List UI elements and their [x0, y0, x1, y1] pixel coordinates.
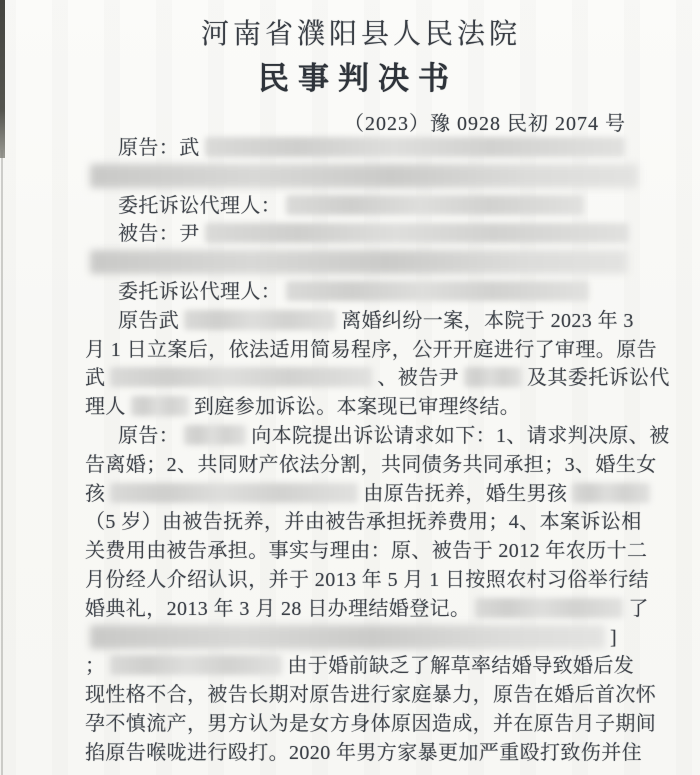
text-segment: 理人 — [85, 396, 126, 419]
text-segment: 掐原告喉咙进行殴打。2020 年男方家暴更加严重殴打致伤并住 — [85, 741, 642, 764]
text-segment: （5 岁）由被告抚养，并由被告承担抚养费用；4、本案诉讼相 — [85, 511, 642, 534]
text-segment: 委托诉讼代理人： — [118, 280, 282, 303]
document-line — [85, 739, 650, 768]
text-segment: 孕不慎流产，男方认为是女方身体原因造成，并在原告月子期间 — [85, 712, 657, 735]
text-segment: 到庭参加诉讼。本案现已审理终结。 — [193, 396, 521, 419]
document-line — [85, 537, 650, 566]
redaction-box — [90, 625, 605, 649]
document-line — [85, 249, 650, 278]
redaction-box — [131, 396, 189, 416]
document-line — [85, 278, 650, 307]
redaction-box — [464, 367, 522, 387]
text-segment: 现性格不合，被告长期对原告进行家庭暴力，原告在婚后首次怀 — [85, 684, 657, 707]
redaction-box — [110, 367, 372, 387]
text-segment: 离婚纠纷一案，本院于 2023 年 3 — [341, 309, 634, 332]
document-line — [85, 652, 650, 681]
case-number: （2023）豫 0928 民初 2074 号 — [344, 113, 626, 135]
document-line — [85, 192, 650, 221]
redaction-box — [205, 137, 625, 157]
text-segment: 告离婚；2、共同财产依法分割，共同债务共同承担；3、婚生女 — [85, 453, 657, 476]
court-name: 河南省濮阳县人民法院 — [200, 19, 521, 50]
document-line — [85, 134, 650, 163]
text-segment: 月 1 日立案后，依法适用简易程序，公开开庭进行了审理。原告 — [85, 338, 657, 361]
text-segment: 武 — [85, 367, 106, 390]
text-segment: 关费用由被告承担。事实与理由：原、被告于 2012 年农历十二 — [85, 540, 648, 563]
document-line — [85, 451, 657, 480]
redaction-box — [110, 483, 358, 503]
document-line — [85, 422, 670, 451]
redaction-box — [184, 425, 246, 445]
redaction-box — [286, 281, 589, 301]
document-line — [85, 624, 650, 653]
document-line — [85, 336, 657, 365]
text-segment: 孩 — [85, 482, 106, 505]
document-line — [85, 681, 657, 710]
text-segment: 被告：尹 — [118, 223, 200, 246]
text-segment: 原告：武 — [118, 137, 200, 159]
redaction-box — [184, 310, 336, 330]
redaction-box — [286, 195, 584, 215]
redaction-box — [205, 223, 629, 243]
text-segment: 向本院提出诉讼请求如下：1、请求判决原、被 — [251, 424, 670, 447]
redaction-box — [90, 250, 628, 274]
text-segment: 、被告尹 — [377, 367, 460, 390]
text-segment: 原告武 — [118, 309, 180, 332]
document-title: 民事判决书 — [258, 61, 458, 96]
redaction-box — [572, 483, 650, 503]
document-line — [85, 307, 650, 336]
document-line — [85, 508, 650, 537]
document-line — [85, 220, 650, 249]
text-segment: 委托诉讼代理人： — [118, 194, 282, 217]
document-line — [85, 163, 650, 192]
text-segment: 月份经人介绍认识，并于 2013 年 5 月 1 日按照农村习俗举行结 — [85, 568, 649, 591]
redaction-box — [90, 164, 638, 188]
document-line — [85, 480, 650, 509]
text-segment: 了 — [628, 597, 649, 620]
text-segment: 由于婚前缺乏了解草率结婚导致婚后发 — [287, 655, 635, 678]
text-segment: ； — [85, 655, 106, 678]
document-line — [85, 364, 670, 393]
scan-edge-line — [1, 150, 3, 775]
text-segment: 由原告抚养，婚生男孩 — [363, 482, 568, 505]
document-line — [85, 595, 650, 624]
redaction-box — [110, 655, 282, 675]
text-segment: ] — [610, 626, 618, 649]
document-line — [85, 393, 650, 422]
document-body — [85, 134, 670, 768]
text-segment: 及其委托诉讼代 — [527, 367, 670, 390]
text-segment: 原告： — [118, 424, 180, 447]
document-line — [85, 710, 657, 739]
redaction-box — [475, 598, 623, 618]
scan-edge-artifact — [0, 0, 5, 158]
text-segment: 婚典礼，2013 年 3 月 28 日办理结婚登记。 — [85, 597, 471, 620]
document-line — [85, 566, 650, 595]
